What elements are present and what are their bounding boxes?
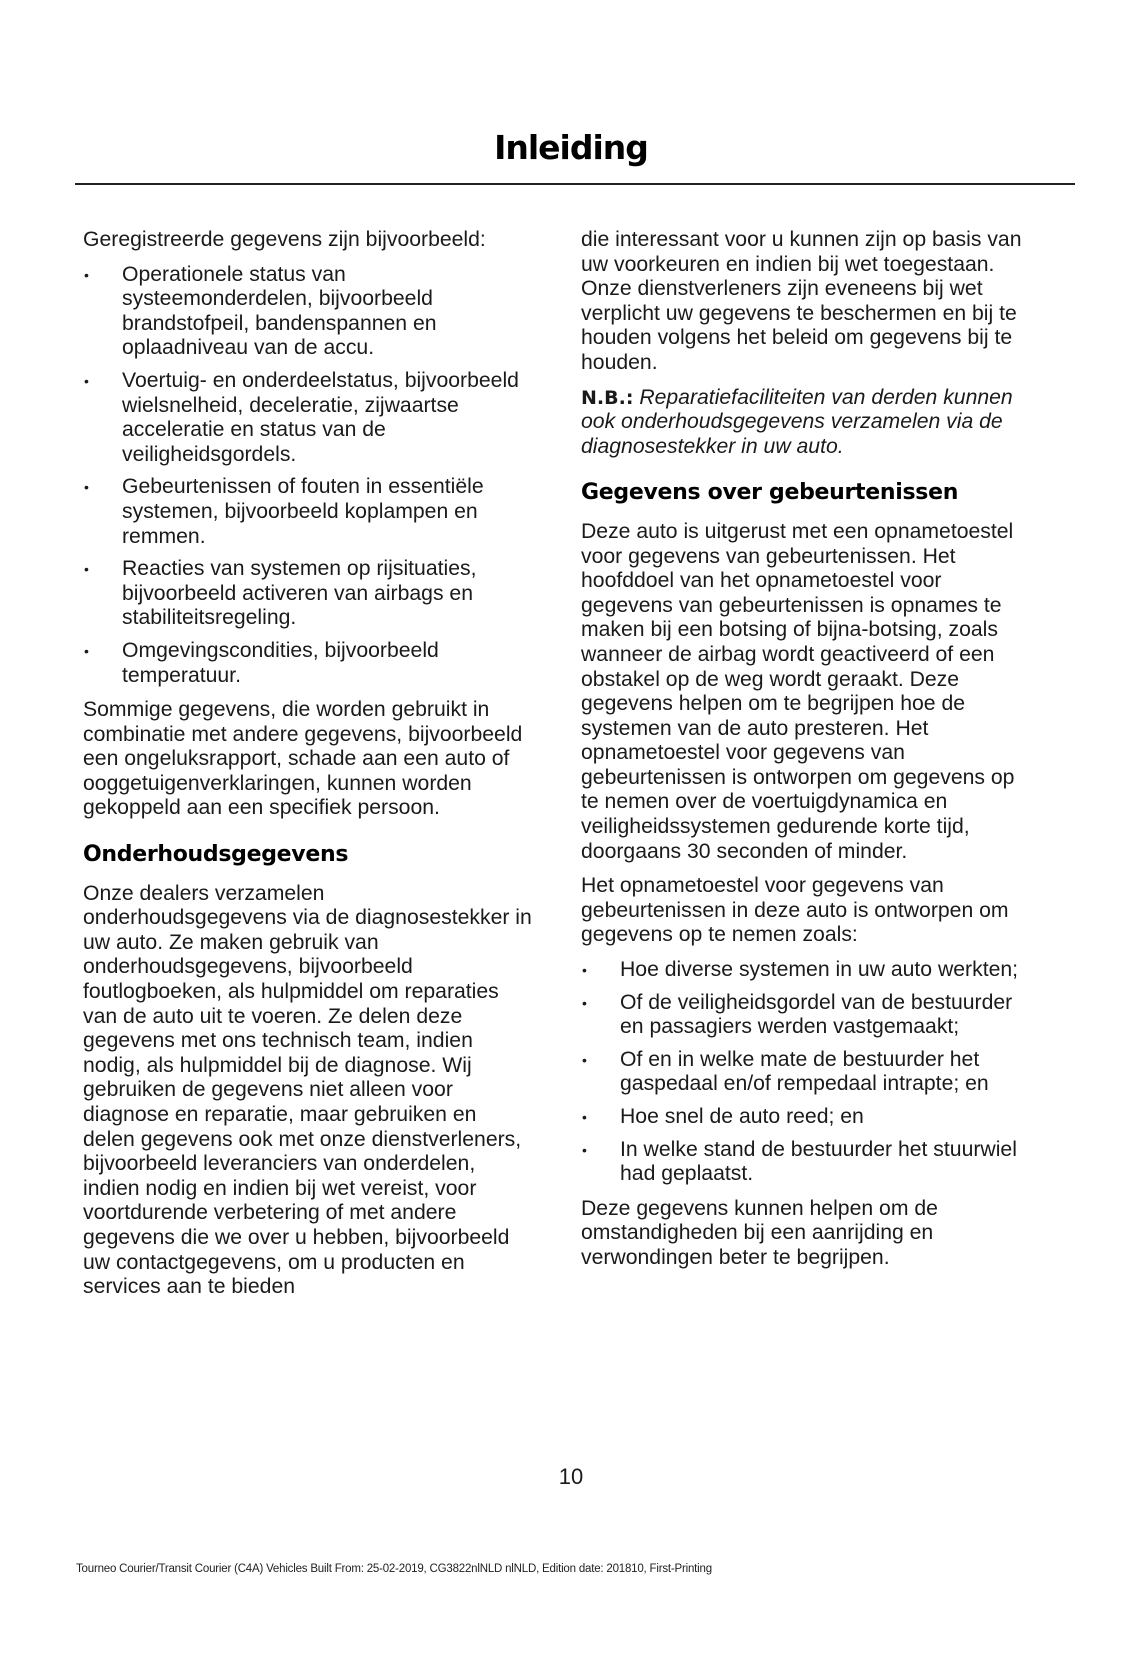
list-item: • Of en in welke mate de bestuurder het gaspedaal en/of rempedaal intrapte; en [582, 1047, 989, 1096]
body-paragraph: Deze auto is uitgerust met een opnametoestel voor gegevens van gebeurtenissen. Het hoofddoel van het opnametoestel voor gegevens van gebeurtenissen is opnames te maken bij een botsing of bijna-botsing, zoals wanneer de airbag wordt geactiveerd of een obstakel op de weg wordt geraakt. Deze gegevens helpen om te begrijpen hoe de systemen van de auto presteren. Het opnametoestel voor gegevens van gebeurtenissen is ontworpen om gegevens op te nemen over de voertuigdynamica en veiligheidssystemen gedurende korte tijd, doorgaans 30 seconden of minder. [581, 519, 1015, 863]
bullet-icon: • [582, 994, 587, 1011]
list-item: • Hoe snel de auto reed; en [582, 1105, 864, 1128]
right-column [581, 228, 1036, 1281]
intro-text: Geregistreerde gegevens zijn bijvoorbeeld: [83, 228, 486, 251]
bullet-icon: • [84, 479, 89, 496]
body-paragraph: Het opnametoestel voor gegevens van gebeurtenissen in deze auto is ontworpen om gegevens op te nemen zoals: [581, 874, 1009, 947]
event-data-list [581, 958, 1036, 1187]
note-label: N.B.: [581, 386, 634, 409]
note-block [581, 386, 1036, 460]
document-footer: Tourneo Courier/Transit Courier (C4A) Vehicles Built From: 25-02-2019, CG3822nlNLD nlNLD, Edition date: 201810, First-Printing [76, 1563, 712, 1575]
bullet-icon: • [84, 266, 89, 283]
bullet-icon: • [84, 561, 89, 578]
note-text: Reparatiefaciliteiten van derden kunnen ook onderhoudsgegevens verzamelen via de diagnosestekker in uw auto. [581, 385, 1013, 458]
list-item: • Reacties van systemen op rijsituaties, bijvoorbeeld activeren van airbags en stabiliteitsregeling. [84, 557, 477, 630]
body-paragraph: die interessant voor u kunnen zijn op basis van uw voorkeuren en indien bij wet toegestaan. Onze dienstverleners zijn eveneens bij wet verplicht uw gegevens te beschermen en bij te houden volgens het beleid om gegevens bij te houden. [581, 228, 1022, 374]
title-divider [75, 183, 1075, 185]
bullet-icon: • [582, 962, 587, 979]
section-heading-maintenance: Onderhoudsgegevens [83, 842, 349, 868]
page-number: 10 [558, 1464, 584, 1489]
list-item: • Gebeurtenissen of fouten in essentiële systemen, bijvoorbeeld koplampen en remmen. [84, 475, 484, 548]
bullet-icon: • [582, 1051, 587, 1068]
list-item: • In welke stand de bestuurder het stuurwiel had geplaatst. [582, 1137, 1017, 1186]
list-item: • Voertuig- en onderdeelstatus, bijvoorbeeld wielsnelheid, deceleratie, zijwaartse acceleratie en status van de veiligheidsgordels. [84, 368, 519, 466]
body-paragraph: Sommige gegevens, die worden gebruikt in combinatie met andere gegevens, bijvoorbeeld een ongeluksrapport, schade aan een auto of ooggetuigenverklaringen, kunnen worden gekoppeld aan een specifiek persoon. [83, 698, 523, 820]
left-column [83, 228, 533, 1310]
body-paragraph: Deze gegevens kunnen helpen om de omstandigheden bij een aanrijding en verwondingen beter te begrijpen. [581, 1196, 938, 1269]
bullet-icon: • [582, 1141, 587, 1158]
bullet-icon: • [84, 642, 89, 659]
section-heading-events: Gegevens over gebeurtenissen [581, 480, 959, 506]
bullet-icon: • [84, 372, 89, 389]
body-paragraph: Onze dealers verzamelen onderhoudsgegevens via de diagnosestekker in uw auto. Ze maken gebruik van onderhoudsgegevens, bijvoorbeeld foutlogboeken, als hulpmiddel om reparaties van de auto uit te voeren. Ze delen deze gegevens met ons technisch team, indien nodig, als hulpmiddel bij de diagnose. Wij gebruiken de gegevens niet alleen voor diagnose en reparatie, maar gebruiken en delen gegevens ook met onze dienstverleners, bijvoorbeeld leveranciers van onderdelen, indien nodig en indien bij wet vereist, voor voortdurende verbetering of met andere gegevens die we over u hebben, bijvoorbeeld uw contactgegevens, om u producten en services aan te bieden [83, 881, 532, 1299]
bullet-icon: • [582, 1109, 587, 1125]
list-item: • Operationele status van systeemonderdelen, bijvoorbeeld brandstofpeil, bandenspannen en oplaadniveau van de accu. [84, 262, 437, 360]
list-item: • Omgevingscondities, bijvoorbeeld temperatuur. [84, 638, 439, 687]
list-item: • Hoe diverse systemen in uw auto werkten; [582, 958, 1019, 982]
page-title: Inleiding [494, 128, 648, 167]
list-item: • Of de veiligheidsgordel van de bestuurder en passagiers werden vastgemaakt; [582, 990, 1013, 1039]
recorded-data-list [83, 263, 533, 689]
